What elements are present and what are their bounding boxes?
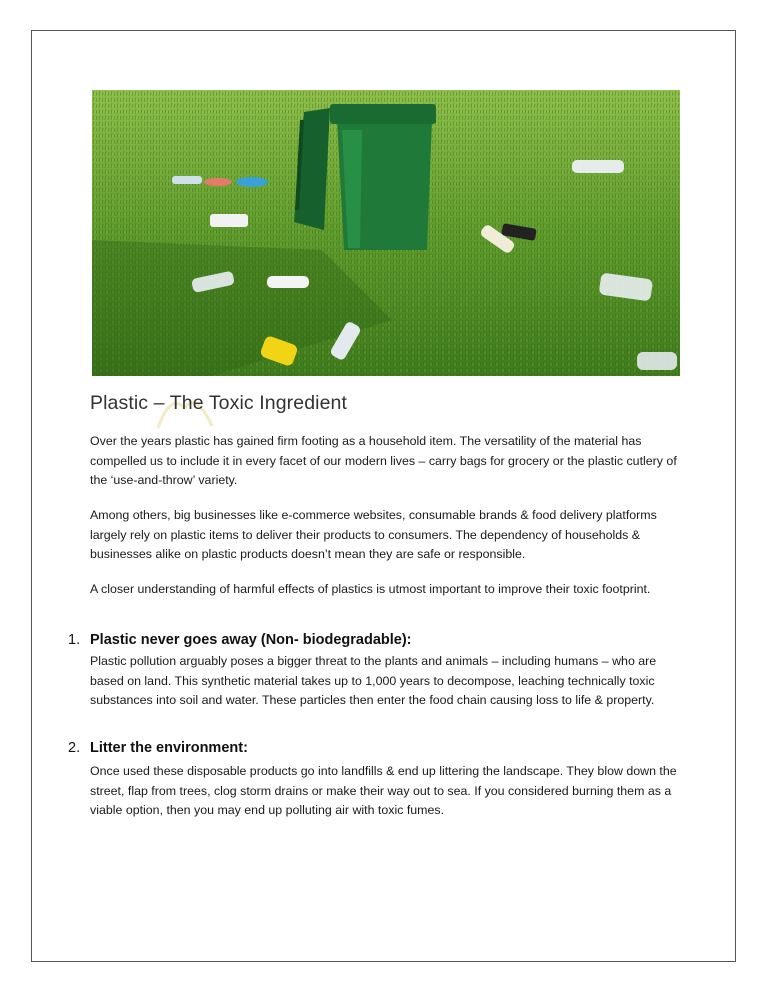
list-item-title: Litter the environment: <box>90 740 248 756</box>
hero-image <box>92 90 680 376</box>
trash-bin-on-grass-photo <box>92 90 680 376</box>
list-item-body: Plastic pollution arguably poses a bigger threat to the plants and animals – including humans – who are based on land. This synthetic material takes up to 1,000 years to decompose, leaching technically toxic substances into soil and water. These particles then enter the food chain causing loss to life & property. <box>90 654 657 707</box>
intro-paragraph: A closer understanding of harmful effects of plastics is utmost important to improve their toxic footprint. <box>90 582 651 596</box>
intro-paragraph: Over the years plastic has gained firm footing as a household item. The versatility of the material has compelled us to include it in every facet of our modern lives – carry bags for grocery or the plastic cutlery of the ‘use-and-throw’ variety. <box>90 434 677 487</box>
list-item-body: Once used these disposable products go into landfills & end up littering the landscape. They blow down the street, flap from trees, clog storm drains or make their way out to sea. If you considered burning them as a viable option, then you may end up polluting air with toxic fumes. <box>90 764 677 817</box>
article-title: Plastic – The Toxic Ingredient <box>90 392 348 414</box>
list-item-title: Plastic never goes away (Non- biodegradable): <box>90 632 412 648</box>
list-number: 2. <box>68 740 81 756</box>
intro-paragraph: Among others, big businesses like e-commerce websites, consumable brands & food delivery platforms largely rely on plastic items to deliver their products to consumers. The dependency of households & businesses alike on plastic products doesn’t mean they are safe or responsible. <box>90 508 657 561</box>
list-number: 1. <box>68 632 81 648</box>
